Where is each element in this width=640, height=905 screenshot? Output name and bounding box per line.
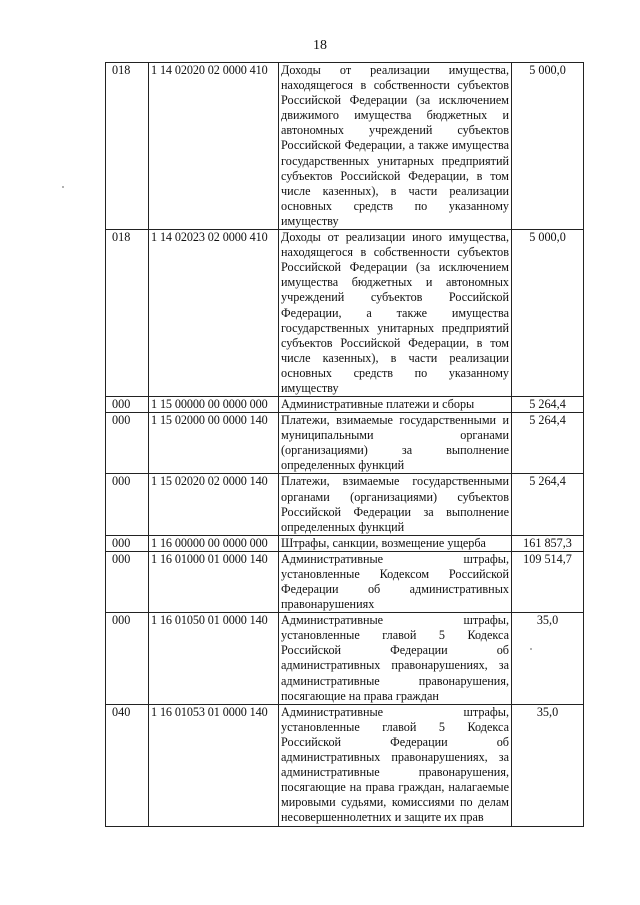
table-row — [106, 551, 584, 612]
budget-code-cell: 1 15 00000 00 0000 000 — [149, 397, 279, 413]
admin-code-cell: 000 — [106, 413, 149, 474]
amount-cell: 109 514,7 — [512, 551, 584, 612]
revenue-name-cell: Административные штрафы, установленные главой 5 Кодекса Российской Федерации об административных правонарушениях, за административные правонарушения, посягающие на права граждан — [279, 613, 512, 705]
revenue-name-cell: Административные штрафы, установленные Кодексом Российской Федерации об административных правонарушениях — [279, 551, 512, 612]
revenue-name-cell: Платежи, взимаемые государственными и муниципальными органами (организациями) за выполнение определенных функций — [279, 413, 512, 474]
admin-code-cell: 000 — [106, 397, 149, 413]
table-row — [106, 613, 584, 705]
page-number: 18 — [313, 38, 327, 53]
admin-code-cell: 000 — [106, 613, 149, 705]
table-row — [106, 63, 584, 230]
budget-code-cell: 1 16 01053 01 0000 140 — [149, 704, 279, 826]
budget-code-cell: 1 14 02020 02 0000 410 — [149, 63, 279, 230]
budget-code-cell: 1 15 02000 00 0000 140 — [149, 413, 279, 474]
admin-code-cell: 040 — [106, 704, 149, 826]
budget-code-cell: 1 14 02023 02 0000 410 — [149, 230, 279, 397]
admin-code-cell: 000 — [106, 535, 149, 551]
table-row — [106, 230, 584, 397]
amount-cell: 5 264,4 — [512, 397, 584, 413]
amount-cell: 5 000,0 — [512, 230, 584, 397]
amount-cell: 35,0 — [512, 704, 584, 826]
revenue-table — [105, 62, 584, 827]
scan-speck — [62, 186, 64, 188]
budget-code-cell: 1 16 01000 01 0000 140 — [149, 551, 279, 612]
amount-cell: 5 264,4 — [512, 474, 584, 535]
revenue-name-cell: Доходы от реализации иного имущества, находящегося в собственности субъектов Российской Федерации (за исключением имущества бюджетных и автономных учреждений субъектов Российской Федерации, а также имущества государственных унитарных предприятий субъектов Российской Федерации, в том числе казенных), в части реализации основных средств по указанному имуществу — [279, 230, 512, 397]
amount-cell: 35,0 — [512, 613, 584, 705]
budget-code-cell: 1 15 02020 02 0000 140 — [149, 474, 279, 535]
table-row — [106, 535, 584, 551]
admin-code-cell: 018 — [106, 230, 149, 397]
budget-code-cell: 1 16 00000 00 0000 000 — [149, 535, 279, 551]
scan-speck — [530, 648, 532, 650]
amount-cell: 161 857,3 — [512, 535, 584, 551]
revenue-table-body — [106, 63, 584, 827]
admin-code-cell: 018 — [106, 63, 149, 230]
revenue-name-cell: Штрафы, санкции, возмещение ущерба — [279, 535, 512, 551]
revenue-name-cell: Платежи, взимаемые государственными органами (организациями) субъектов Российской Федерации за выполнение определенных функций — [279, 474, 512, 535]
table-row — [106, 413, 584, 474]
admin-code-cell: 000 — [106, 474, 149, 535]
budget-code-cell: 1 16 01050 01 0000 140 — [149, 613, 279, 705]
amount-cell: 5 000,0 — [512, 63, 584, 230]
revenue-name-cell: Доходы от реализации имущества, находящегося в собственности субъектов Российской Федерации (за исключением движимого имущества бюджетных и автономных учреждений субъектов Российской Федерации, а также имущества государственных унитарных предприятий субъектов Российской Федерации, в том числе казенных), в части реализации основных средств по указанному имуществу — [279, 63, 512, 230]
amount-cell: 5 264,4 — [512, 413, 584, 474]
table-row — [106, 474, 584, 535]
table-row — [106, 397, 584, 413]
table-row — [106, 704, 584, 826]
admin-code-cell: 000 — [106, 551, 149, 612]
revenue-name-cell: Административные платежи и сборы — [279, 397, 512, 413]
revenue-name-cell: Административные штрафы, установленные главой 5 Кодекса Российской Федерации об административных правонарушениях, за административные правонарушения, посягающие на права граждан, налагаемые мировыми судьями, комиссиями по делам несовершеннолетних и защите их прав — [279, 704, 512, 826]
